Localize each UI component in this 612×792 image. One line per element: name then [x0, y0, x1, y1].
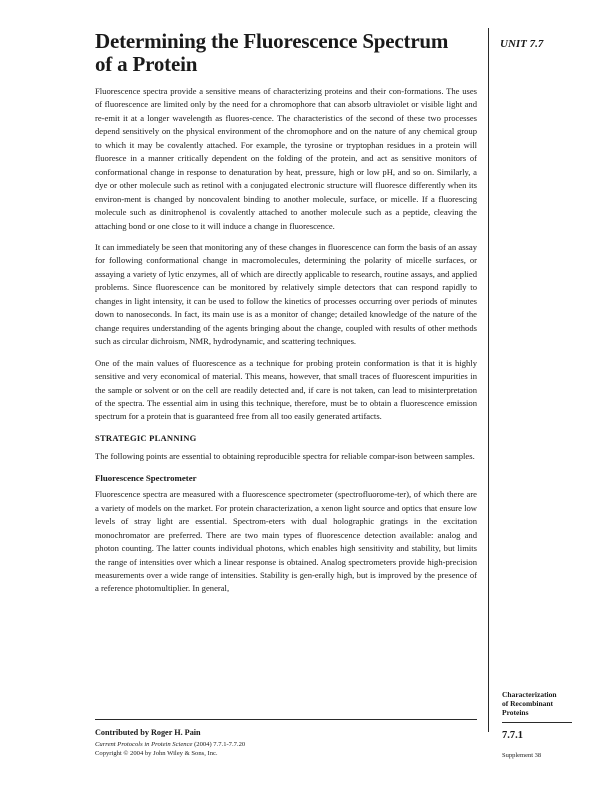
- section-line-2: of Recombinant: [502, 699, 554, 708]
- title-line-1: Determining the Fluorescence Spectrum: [95, 29, 449, 53]
- sidebar-divider: [502, 722, 572, 723]
- citation-block: [95, 741, 245, 758]
- paragraph-4: The following points are essential to obtaining reproducible spectra for reliable compar-ison between samples.: [95, 451, 475, 462]
- section-line-1: Characterization: [502, 690, 557, 699]
- supplement-label: Supplement 38: [502, 752, 542, 759]
- citation-journal: Current Protocols in Protein Science: [95, 741, 193, 748]
- contributor-line: Contributed by Roger H. Pain: [95, 728, 201, 737]
- article-body: [95, 85, 477, 604]
- copyright-line: Copyright © 2004 by John Wiley & Sons, Inc.: [95, 749, 218, 757]
- paragraph-3: One of the main values of fluorescence as a technique for probing protein conformation is that it is highly sensitive and very economical of material. This means, however, that small traces of fluorescent impurities in the sample or solvent or on the cell are readily detected and, if care is not taken, can lead to misinterpretation of the spectra. The essential aim in using this technique, therefore, must be to obtain a fluorescence emission spectrum for a protein that is guaranteed free from all too easily generated artifacts.: [95, 357, 477, 422]
- paragraph-2: It can immediately be seen that monitoring any of these changes in fluorescence can form the basis of an assay for following conformational change in macromolecules, determining the polarity of micelle surfaces, or assaying a variety of lytic enzymes, all of which are directly applicable to research, routine assays, and applied problems. Since fluorescence can be monitored by relatively simple detectors that can respond rapidly to changes in light intensity, it can be used to follow the kinetics of processes occurring over periods of minutes down to nanoseconds. In fact, its main use is as a monitor of change; detailed knowledge of the nature of the change requires understanding of the agents bringing about the change, coupled with results of other methods such as circular dichroism, NMR, hydrodynamic, and scattering techniques.: [95, 241, 477, 347]
- page-title: [95, 30, 475, 76]
- vertical-divider: [488, 28, 489, 732]
- citation-pages: (2004) 7.7.1-7.7.20: [192, 741, 246, 748]
- page-number: 7.7.1: [502, 730, 523, 741]
- paragraph-1: Fluorescence spectra provide a sensitive means of characterizing proteins and their con-formations. The uses of fluorescence are limited only by the need for a chromophore that can absorb ultraviolet or visible light and re-emit it at a longer wavelength as fluores-cence. The characteristics of the second of these two processes depend sensitively on the physical environment of the chromophore and on the nature of any chemical group to which it may be covalently attached. For example, the tyrosine or tryptophan residues in a protein will fluoresce in a manner critically dependent on the folding of the protein, and act as sensitive monitors of conformational change in response to denaturation by heat, pressure, high or low pH, and so on. Similarly, a dye or other molecule such as retinol with a conjugated electronic structure will fluoresce differently when its environ-ment is changed by noncovalent binding to another molecule, surface, or micelle. If a fluorescing molecule such as dinitrophenol is covalently attached to another molecule such as a peptide, cleaving the attaching bond or one close to it will induce a change in fluorescence.: [95, 86, 477, 231]
- title-line-2: of a Protein: [95, 52, 198, 76]
- unit-label: UNIT 7.7: [500, 38, 544, 50]
- footer-divider: [95, 719, 477, 720]
- heading-strategic-planning: STRATEGIC PLANNING: [95, 432, 197, 443]
- paragraph-5: Fluorescence spectra are measured with a fluorescence spectrometer (spectrofluorome-ter), of which there are a variety of models on the market. For protein characterization, a xenon light source and optics that ensure low levels of stray light are essential. Spectrom-eters with dual holographic gratings in the excitation monochromator are preferred. There are two main types of fluorescence detection available: analog and photon counting. The latter counts individual photons, which enables high sensitivity and stability, but limits the range of intensities over which a linear response is obtained. Analog spectrometers provide high-precision measurements over a wide range of intensities. Stability is gen-erally high, but is improved by the presence of a reference photomultiplier. In general,: [95, 489, 477, 594]
- section-label: [502, 690, 582, 717]
- heading-fluorescence-spectrometer: Fluorescence Spectrometer: [95, 472, 197, 483]
- section-line-3: Proteins: [502, 708, 529, 717]
